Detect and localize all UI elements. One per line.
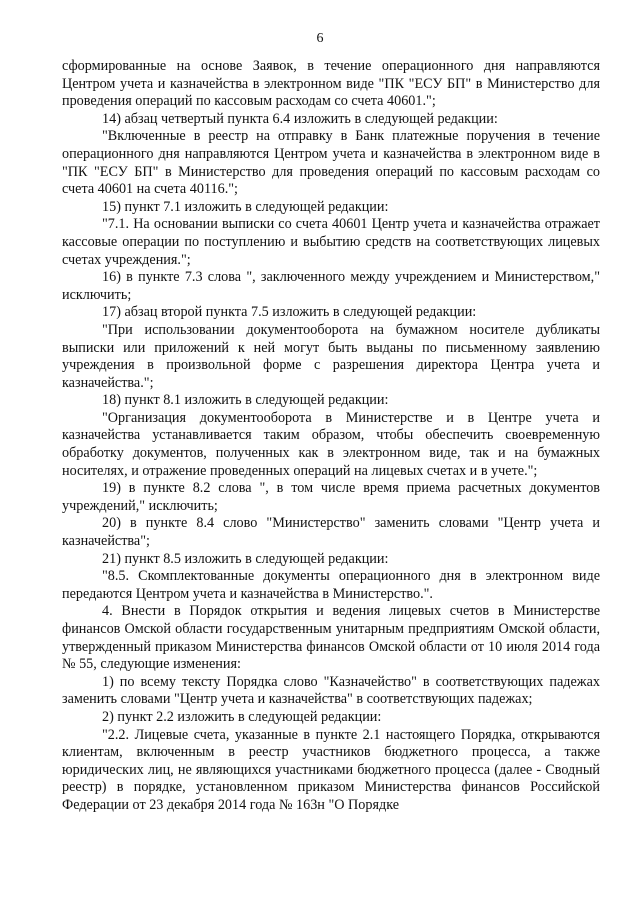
paragraph: 21) пункт 8.5 изложить в следующей редакции:	[102, 550, 389, 567]
paragraph: 18) пункт 8.1 изложить в следующей редакции:	[102, 392, 389, 409]
paragraph: 20) в пункте 8.4 слово "Министерство" заменить словами "Центр учета и казначейства";	[62, 515, 600, 550]
paragraph: "7.1. На основании выписки со счета 40601 Центр учета и казначейства отражает кассовые операции по поступлению и выбытию средств на соответствующих лицевых счетах учреждения.";	[62, 216, 600, 268]
paragraph: 14) абзац четвертый пункта 6.4 изложить в следующей редакции:	[102, 110, 498, 127]
paragraph: 19) в пункте 8.2 слова ", в том числе время приема расчетных документов учреждений," исключить;	[62, 480, 600, 514]
paragraph: 1) по всему тексту Порядка слово "Казначейство" в соответствующих падежах заменить словами "Центр учета и казначейства" в соответствующих падежах;	[62, 673, 600, 708]
document-body	[62, 58, 600, 815]
paragraph: 2) пункт 2.2 изложить в следующей редакции:	[102, 708, 382, 725]
paragraph: 16) в пункте 7.3 слова ", заключенного между учреждением и Министерством," исключить;	[62, 269, 600, 303]
paragraph: сформированные на основе Заявок, в течение операционного дня направляются Центром учета и казначейства в электронном виде "ПК "ЕСУ БП" в Министерство для проведения операций по кассовым расходам со счета 40601.";	[62, 58, 600, 110]
paragraph: "Организация документооборота в Министерстве и в Центре учета и казначейства устанавливается таким образом, чтобы обеспечить своевременную обработку документов, полученных как в электронном виде, так и на бумажных носителях, и отражение проведенных операций на лицевых счетах и в учете.";	[62, 409, 600, 479]
paragraph: "Включенные в реестр на отправку в Банк платежные поручения в течение операционного дня направляются Центром учета и казначейства в электронном виде в "ПК "ЕСУ БП" в Министерство для проведения операций по кассовым расходам со счета 40601 на счета 40116.";	[62, 128, 600, 198]
paragraph: 17) абзац второй пункта 7.5 изложить в следующей редакции:	[102, 304, 477, 321]
paragraph: 15) пункт 7.1 изложить в следующей редакции:	[102, 198, 389, 215]
paragraph: 4. Внести в Порядок открытия и ведения лицевых счетов в Министерстве финансов Омской области государственным унитарным предприятиям Омской области, утвержденный приказом Министерства финансов Омской области от 10 июля 2014 года № 55, следующие изменения:	[62, 603, 600, 673]
paragraph: "2.2. Лицевые счета, указанные в пункте 2.1 настоящего Порядка, открываются клиентам, включенным в реестр участников бюджетного процесса, а также юридических лиц, не являющихся участниками бюджетного процесса (далее - Сводный реестр) в порядке, установленном приказом Министерства финансов Российской Федерации от 23 декабря 2014 года № 163н "О Порядке	[62, 726, 600, 813]
paragraph: "При использовании документооборота на бумажном носителе дубликаты выписки или приложений к ней могут быть выданы по письменному заявлению учреждения в произвольной форме с разрешения директора Центра учета и казначейства.";	[62, 321, 600, 391]
page-number: 6	[316, 31, 324, 46]
paragraph: "8.5. Скомплектованные документы операционного дня в электронном виде передаются Центром учета и казначейства в Министерство.".	[62, 568, 600, 602]
